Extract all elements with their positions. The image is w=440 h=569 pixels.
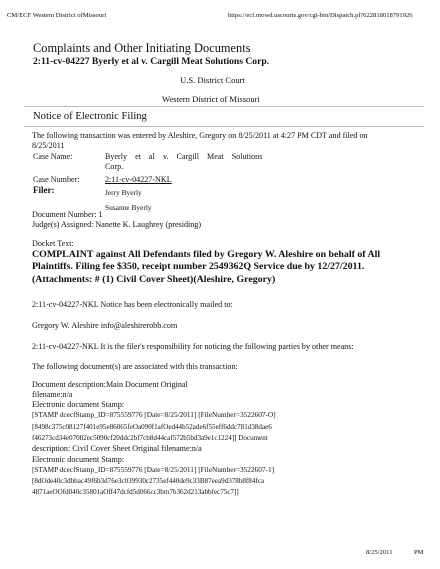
doc-stamp-line: 4871aeOOfd040c35801aOff47dcfd5d066cc3bm7b362d213abbfec75c7]] — [32, 488, 239, 496]
footer-time: PM — [414, 549, 424, 556]
case-name-value: Byerly et al v. Cargill Meat Solutions Corp. — [105, 152, 263, 172]
doc-description: Document description:Main Document Original — [32, 380, 188, 389]
divider — [24, 106, 424, 107]
docket-text: COMPLAINT against All Defendants filed by Gregory W. Aleshire on behalf of All Plaintiffs. Filing fee $350, receipt number 2549362Q Service due by 12/27/2011. (Attachments: # (1) Civil Cover Sheet)(Aleshire, Gregory) — [32, 249, 381, 285]
page-title: Complaints and Other Initiating Documents — [33, 41, 251, 55]
footer-date: 8/25/2011 — [366, 549, 393, 556]
filer-2: Susanne Byerly — [105, 203, 152, 212]
case-number-link[interactable]: 2:11-cv-04227-NKL — [105, 175, 172, 184]
other-means-notice: 2:11-cv-04227-NKL It is the filer's responsibility for noticing the following parties by other means: — [32, 342, 354, 351]
doc-stamp-line: [STAMP dcecfStamp_ID=875559776 [Date=8/25/2011] [FileNumber=3522607-1] — [32, 465, 275, 474]
doc-stamp-line: [8498c375c08127f401e95e86065feOa090f1afOed44b52ade6f55eff6ddc781d38dae6 — [32, 423, 272, 431]
divider — [24, 126, 424, 127]
filer-label: Filer: — [33, 185, 55, 195]
filer-1: Jerry Byerly — [105, 188, 142, 197]
docket-label: Docket Text: — [32, 239, 74, 248]
mailed-notice: 2:11-cv-04227-NKL Notice has been electronically mailed to: — [32, 300, 233, 309]
browser-header-left: CM/ECF Western District ofMissouri — [7, 12, 107, 19]
document-number: Document Number: 1 — [32, 210, 103, 219]
doc-filename: filename:n/a — [32, 390, 73, 399]
doc-stamp-label: Electronic document Stamp: — [32, 455, 125, 464]
browser-header-url: https://ecf.mowd.uscourts.gov/cgi-bin/Dispatch.pl?622818018791926 — [228, 12, 413, 19]
case-number-label: Case Number: — [33, 175, 80, 184]
doc-description: description: Civil Cover Sheet Original filename:n/a — [32, 444, 202, 453]
doc-stamp-line: [8dOde40c3dbbac49f6b3d76e3c039930c2735ef440de9c33B87eea9d378b8f84fca — [32, 477, 265, 485]
judges-assigned: Judge(s) Assigned: Nanette K. Laughrey (presiding) — [32, 220, 202, 229]
court-name: U.S. District Court — [180, 75, 245, 85]
case-name-label: Case Name: — [33, 152, 73, 161]
intro-text: The following transaction was entered by Aleshire, Gregory on 8/25/2011 at 4:27 PM CDT and filed on 8/25/2011 — [32, 131, 368, 151]
doc-stamp-line: [STAMP dcecfStamp_ID=875559776 [Date=8/25/2011] [FileNumber=3522607-O] — [32, 410, 276, 419]
mailed-recipient: Gregory W. Aleshire info@aleshirerobb.com — [32, 321, 178, 330]
doc-stamp-line: f46273cd34e07082ec5090cf20ddc2bf7cb8d44caf572b5bd3a9e1c1224]] Document — [32, 434, 268, 442]
district-name: Western District of Missouri — [162, 94, 260, 104]
notice-heading: Notice of Electronic Filing — [33, 111, 147, 122]
docs-associated: The following document(s) are associated with this transaction: — [32, 362, 238, 371]
doc-stamp-label: Electronic document Stamp: — [32, 400, 125, 409]
case-title: 2:11-cv-04227 Byerly et al v. Cargill Meat Solutions Corp. — [33, 56, 270, 67]
